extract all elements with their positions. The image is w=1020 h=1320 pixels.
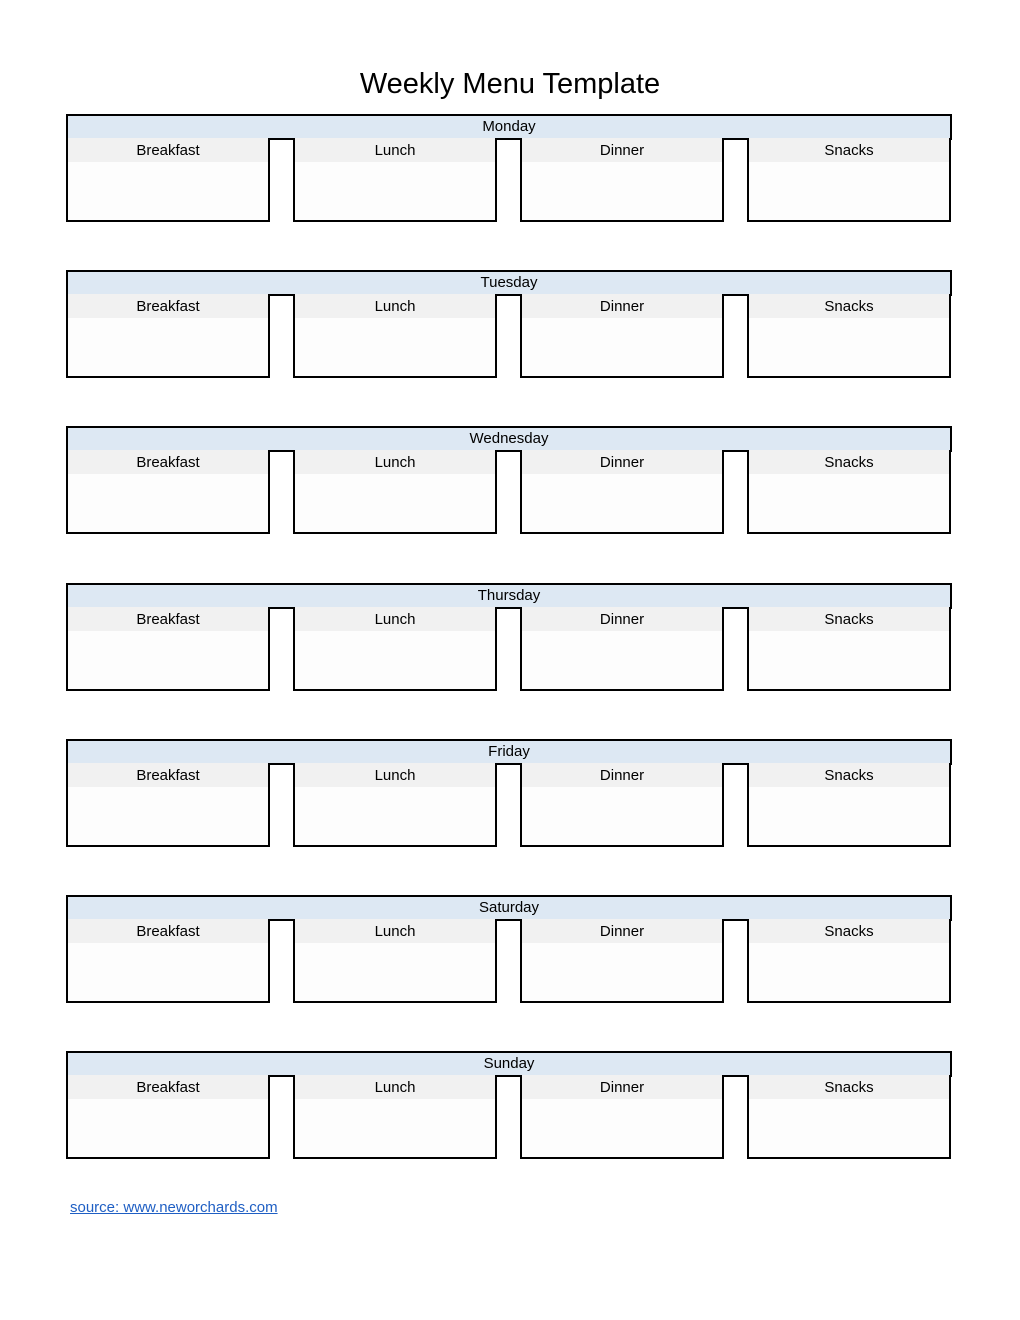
meal-label: Lunch	[295, 294, 495, 318]
day-header: Friday	[66, 739, 952, 765]
meal-box-snacks[interactable]	[747, 919, 951, 1003]
meal-label: Lunch	[295, 450, 495, 474]
meal-box-lunch[interactable]	[293, 919, 497, 1003]
meal-label: Snacks	[749, 138, 949, 162]
day-block-tuesday	[66, 270, 952, 405]
meal-box-lunch[interactable]	[293, 607, 497, 691]
meal-label: Lunch	[295, 1075, 495, 1099]
meal-box-breakfast[interactable]	[66, 763, 270, 847]
meal-box-lunch[interactable]	[293, 450, 497, 534]
day-header: Tuesday	[66, 270, 952, 296]
meal-box-snacks[interactable]	[747, 294, 951, 378]
meal-label: Lunch	[295, 763, 495, 787]
meal-label: Breakfast	[68, 607, 268, 631]
meal-label: Dinner	[522, 763, 722, 787]
meal-box-dinner[interactable]	[520, 607, 724, 691]
meal-label: Snacks	[749, 294, 949, 318]
meal-box-dinner[interactable]	[520, 1075, 724, 1159]
meal-label: Dinner	[522, 294, 722, 318]
meal-label: Dinner	[522, 1075, 722, 1099]
meal-label: Dinner	[522, 919, 722, 943]
meal-box-snacks[interactable]	[747, 1075, 951, 1159]
day-block-sunday	[66, 1051, 952, 1186]
meal-box-dinner[interactable]	[520, 138, 724, 222]
meal-label: Breakfast	[68, 450, 268, 474]
meal-box-lunch[interactable]	[293, 294, 497, 378]
meal-label: Breakfast	[68, 138, 268, 162]
day-block-wednesday	[66, 426, 952, 561]
meal-label: Snacks	[749, 607, 949, 631]
meal-box-dinner[interactable]	[520, 763, 724, 847]
day-block-thursday	[66, 583, 952, 718]
meal-label: Snacks	[749, 1075, 949, 1099]
meal-box-dinner[interactable]	[520, 294, 724, 378]
meal-box-lunch[interactable]	[293, 138, 497, 222]
meal-box-snacks[interactable]	[747, 763, 951, 847]
meal-box-breakfast[interactable]	[66, 607, 270, 691]
day-header: Sunday	[66, 1051, 952, 1077]
meal-label: Breakfast	[68, 294, 268, 318]
meal-box-dinner[interactable]	[520, 919, 724, 1003]
source-link[interactable]: source: www.neworchards.com	[70, 1199, 278, 1216]
meal-label: Dinner	[522, 607, 722, 631]
meal-box-breakfast[interactable]	[66, 1075, 270, 1159]
meal-label: Dinner	[522, 450, 722, 474]
meal-box-breakfast[interactable]	[66, 450, 270, 534]
meal-box-lunch[interactable]	[293, 763, 497, 847]
meal-box-snacks[interactable]	[747, 607, 951, 691]
day-block-friday	[66, 739, 952, 874]
day-block-saturday	[66, 895, 952, 1030]
day-header: Thursday	[66, 583, 952, 609]
meal-box-breakfast[interactable]	[66, 919, 270, 1003]
meal-box-snacks[interactable]	[747, 138, 951, 222]
meal-label: Breakfast	[68, 1075, 268, 1099]
meal-label: Breakfast	[68, 919, 268, 943]
meal-label: Breakfast	[68, 763, 268, 787]
meal-box-lunch[interactable]	[293, 1075, 497, 1159]
day-header: Wednesday	[66, 426, 952, 452]
meal-box-snacks[interactable]	[747, 450, 951, 534]
meal-label: Snacks	[749, 450, 949, 474]
meal-label: Snacks	[749, 919, 949, 943]
meal-box-dinner[interactable]	[520, 450, 724, 534]
meal-label: Snacks	[749, 763, 949, 787]
meal-label: Lunch	[295, 138, 495, 162]
day-header: Saturday	[66, 895, 952, 921]
day-header: Monday	[66, 114, 952, 140]
page-title: Weekly Menu Template	[359, 68, 661, 100]
meal-label: Dinner	[522, 138, 722, 162]
meal-label: Lunch	[295, 607, 495, 631]
meal-box-breakfast[interactable]	[66, 294, 270, 378]
meal-box-breakfast[interactable]	[66, 138, 270, 222]
day-block-monday	[66, 114, 952, 249]
meal-label: Lunch	[295, 919, 495, 943]
